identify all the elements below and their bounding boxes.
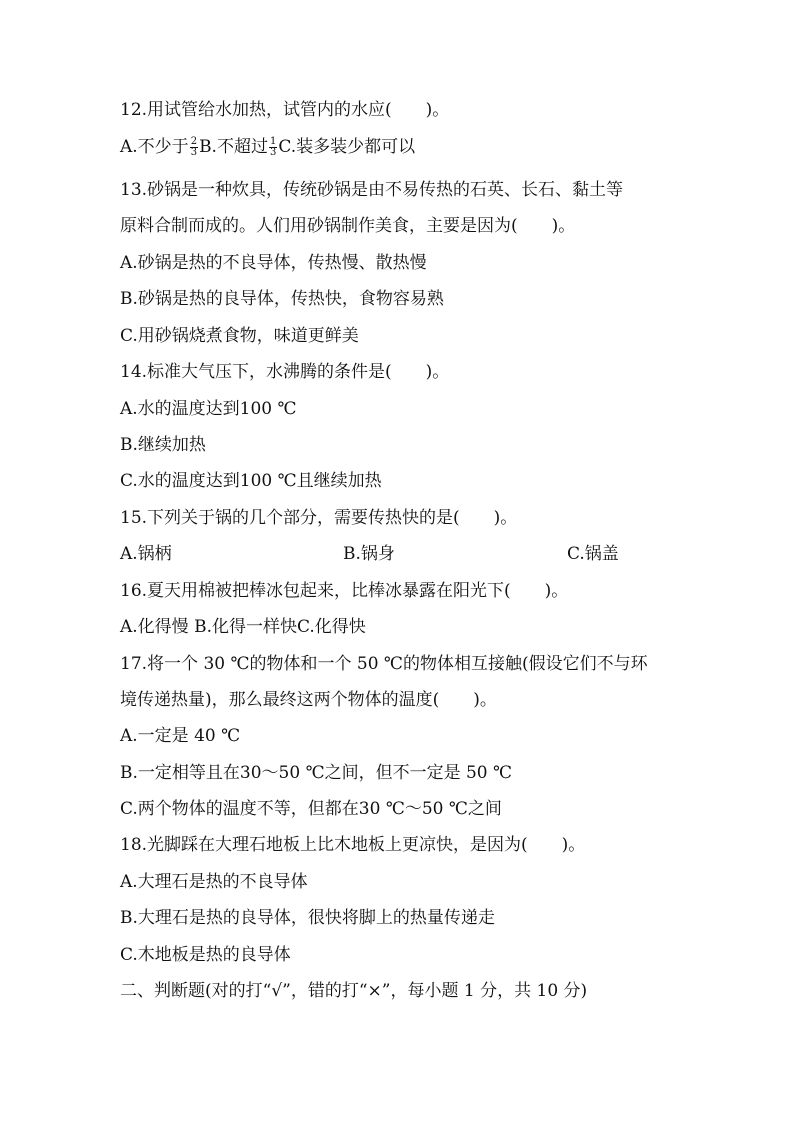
question-13-option-a: A.砂锅是热的不良导体，传热慢、散热慢 <box>120 253 427 273</box>
question-13-option-c: C.用砂锅烧煮食物，味道更鲜美 <box>120 326 359 346</box>
question-13-stem-line-1: 13.砂锅是一种炊具，传统砂锅是由不易传热的石英、长石、黏土等 <box>120 180 624 200</box>
question-17-option-b: B.一定相等且在30～50 ℃之间，但不一定是 50 ℃ <box>120 763 513 783</box>
question-14-option-b: B.继续加热 <box>120 435 206 455</box>
fraction-denominator: 3 <box>269 147 277 158</box>
question-18-option-c: C.木地板是热的良导体 <box>120 945 291 965</box>
question-15-option-a: A.锅柄 <box>120 544 172 564</box>
question-12-option-c: C.装多装少都可以 <box>278 137 416 157</box>
question-12-option-b-label: B.不超过 <box>199 137 268 157</box>
question-14-stem: 14.标准大气压下，水沸腾的条件是( )。 <box>120 362 450 382</box>
question-14-option-a: A.水的温度达到100 ℃ <box>120 399 297 419</box>
question-17-option-c: C.两个物体的温度不等，但都在30 ℃～50 ℃之间 <box>120 799 502 819</box>
question-16-options: A.化得慢 B.化得一样快C.化得快 <box>120 617 366 637</box>
question-12-option-b-fraction <box>269 137 277 158</box>
question-12-stem: 12.用试管给水加热，试管内的水应( )。 <box>120 100 450 120</box>
question-15-option-c: C.锅盖 <box>567 544 619 564</box>
question-12-options <box>120 136 415 158</box>
question-13-option-b: B.砂锅是热的良导体，传热快，食物容易熟 <box>120 289 444 309</box>
question-17-option-a: A.一定是 40 ℃ <box>120 726 241 746</box>
question-17-stem-line-2: 境传递热量)，那么最终这两个物体的温度( )。 <box>120 690 497 710</box>
question-16-stem: 16.夏天用棉被把棒冰包起来，比棒冰暴露在阳光下( )。 <box>120 581 569 601</box>
question-18-option-a: A.大理石是热的不良导体 <box>120 872 308 892</box>
question-12-option-a-fraction <box>190 137 198 158</box>
section-2-heading: 二、判断题(对的打“√”，错的打“×”，每小题 1 分，共 10 分) <box>120 981 588 1001</box>
question-17-stem-line-1: 17.将一个 30 ℃的物体和一个 50 ℃的物体相互接触(假设它们不与环 <box>120 654 648 674</box>
question-15-stem: 15.下列关于锅的几个部分，需要传热快的是( )。 <box>120 508 518 528</box>
question-12-option-a-label: A.不少于 <box>120 137 189 157</box>
question-18-stem: 18.光脚踩在大理石地板上比木地板上更凉快，是因为( )。 <box>120 835 586 855</box>
question-14-option-c: C.水的温度达到100 ℃且继续加热 <box>120 471 382 491</box>
question-13-stem-line-2: 原料合制而成的。人们用砂锅制作美食，主要是因为( )。 <box>120 216 576 236</box>
fraction-denominator: 3 <box>190 147 198 158</box>
fraction-numerator: 2 <box>190 136 198 147</box>
question-15-option-b: B.锅身 <box>343 544 395 564</box>
fraction-numerator: 1 <box>269 136 277 147</box>
question-18-option-b: B.大理石是热的良导体，很快将脚上的热量传递走 <box>120 908 495 928</box>
